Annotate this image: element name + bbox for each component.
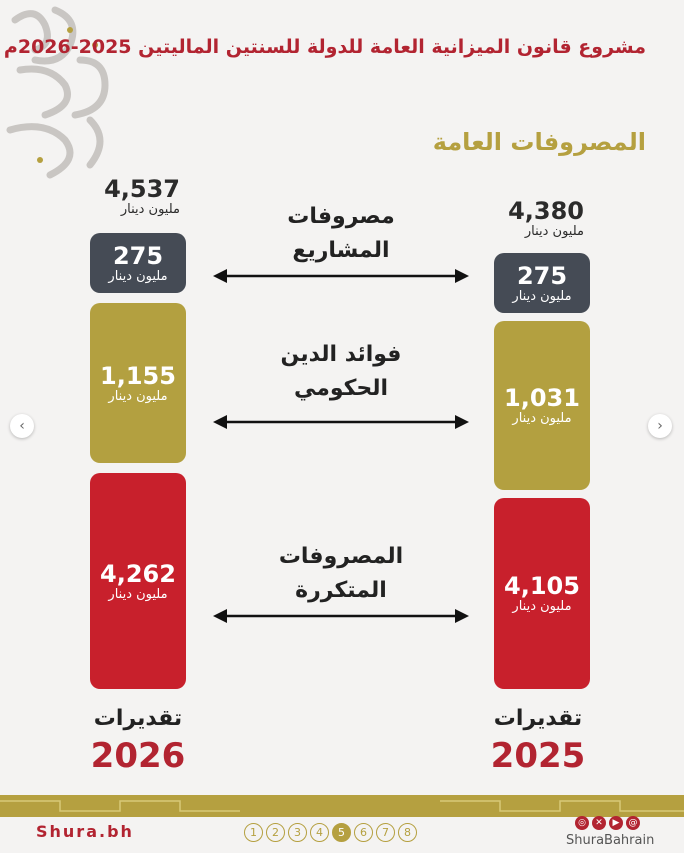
debt-value-2025: 1,031	[504, 384, 580, 412]
unit-label: مليون دينار	[120, 202, 180, 217]
section-title: المصروفات العامة	[432, 128, 646, 156]
recurring-block-2026	[90, 473, 186, 689]
social-icons	[575, 816, 640, 830]
recurring-label: المصروفات المتكررة	[278, 544, 404, 603]
prev-slide-button[interactable]: ‹	[10, 414, 34, 438]
next-slide-button[interactable]: ›	[648, 414, 672, 438]
debt-block-2026	[90, 303, 186, 463]
projects-value-2026: 275	[112, 241, 164, 270]
debt-value-2026: 1,155	[100, 361, 176, 390]
projects-block-2026	[90, 233, 186, 293]
page-6[interactable]: 6	[354, 823, 373, 842]
unit-label: مليون دينار	[524, 224, 584, 239]
estimates-label-2026: تقديرات	[93, 706, 183, 731]
calligraphy-decoration	[0, 0, 150, 200]
page-1[interactable]: 1	[244, 823, 263, 842]
page-3[interactable]: 3	[288, 823, 307, 842]
total-2026	[70, 176, 180, 217]
total-2026-value: 4,537	[104, 175, 180, 203]
unit-label: مليون دينار	[512, 411, 572, 426]
total-2025	[474, 198, 584, 239]
debt-arrow	[213, 412, 469, 432]
unit-label: مليون دينار	[512, 599, 572, 614]
debt-block-2025	[494, 321, 590, 490]
projects-label: مصروفات المشاريع	[287, 204, 395, 263]
projects-arrow	[213, 266, 469, 286]
youtube-icon[interactable]: ▶	[609, 816, 623, 830]
recurring-arrow	[213, 606, 469, 626]
projects-value-2025: 275	[516, 261, 568, 290]
social-handle: ShuraBahrain	[566, 833, 655, 848]
unit-label: مليون دينار	[108, 268, 168, 284]
site-link[interactable]: Shura.bh	[36, 822, 134, 841]
recurring-value-2026: 4,262	[100, 559, 176, 588]
page-4[interactable]: 4	[310, 823, 329, 842]
page-7[interactable]: 7	[376, 823, 395, 842]
threads-icon[interactable]: @	[626, 816, 640, 830]
page-2[interactable]: 2	[266, 823, 285, 842]
estimates-label-2025: تقديرات	[493, 706, 583, 731]
recurring-value-2025: 4,105	[504, 572, 580, 600]
debt-label: فوائد الدين الحكومي	[280, 342, 402, 401]
year-2026: 2026	[90, 736, 186, 776]
pattern-band	[0, 795, 684, 817]
unit-label: مليون دينار	[512, 288, 572, 304]
instagram-icon[interactable]: ◎	[575, 816, 589, 830]
total-2025-value: 4,380	[508, 197, 584, 225]
unit-label: مليون دينار	[108, 388, 168, 404]
page-8[interactable]: 8	[398, 823, 417, 842]
year-2025: 2025	[490, 736, 586, 776]
page-5[interactable]: 5	[332, 823, 351, 842]
x-icon[interactable]: ✕	[592, 816, 606, 830]
page-indicator	[244, 823, 417, 842]
page-title: مشروع قانون الميزانية العامة للدولة للسنتين الماليتين 2025-2026م	[3, 36, 646, 58]
projects-block-2025	[494, 253, 590, 313]
recurring-block-2025	[494, 498, 590, 689]
unit-label: مليون دينار	[108, 586, 168, 602]
